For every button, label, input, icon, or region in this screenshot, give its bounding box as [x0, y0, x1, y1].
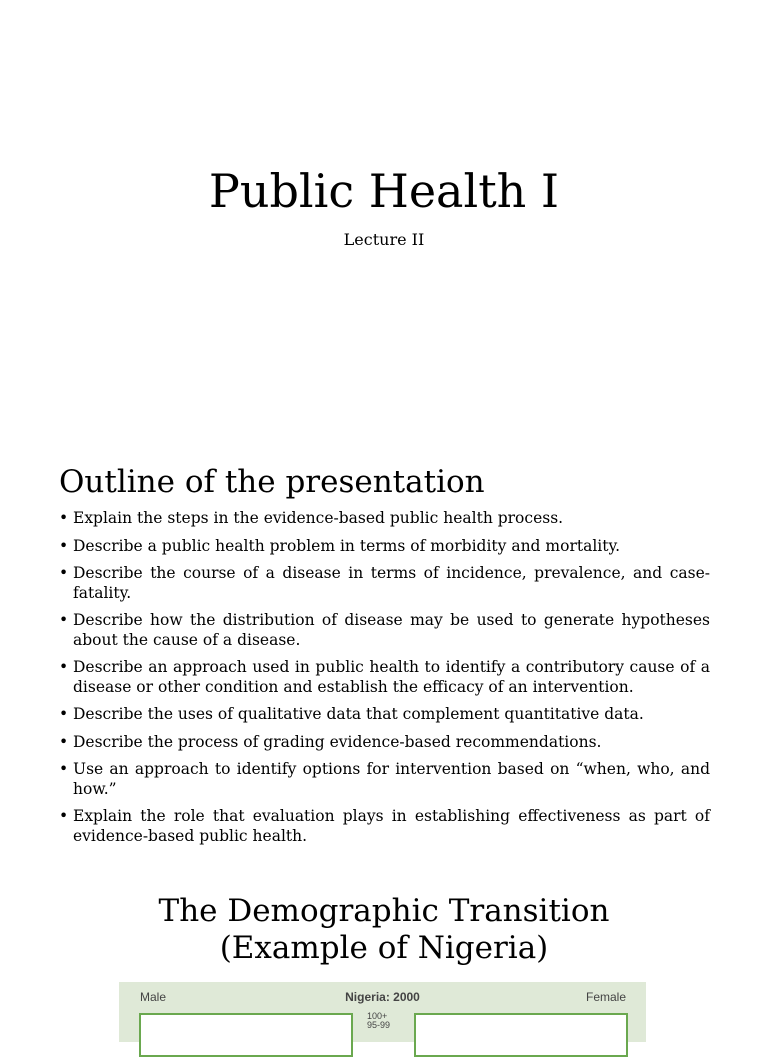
demographic-title	[0, 893, 768, 967]
bullet-icon: •	[59, 705, 69, 723]
bullet-icon: •	[59, 732, 69, 751]
bullet-icon: •	[59, 536, 69, 555]
list-item	[59, 733, 710, 753]
list-item	[59, 564, 710, 603]
list-item	[59, 611, 710, 650]
pyramid-female-panel	[414, 1013, 628, 1057]
list-item-text: Use an approach to identify options for intervention based on “when, who, and how.”	[73, 760, 710, 798]
outline-heading: Outline of the presentation	[59, 464, 485, 500]
slide-subtitle: Lecture II	[343, 230, 425, 249]
list-item	[59, 658, 710, 697]
list-item-text: Explain the steps in the evidence-based public health process.	[73, 509, 564, 527]
bullet-icon: •	[59, 658, 69, 676]
outline-list	[59, 509, 710, 854]
demographic-title-line1: The Demographic Transition	[158, 893, 610, 929]
slide-title: Public Health I	[208, 164, 560, 218]
list-item-text: Describe an approach used in public health to identify a contributory cause of a disease or other condition and establish the efficacy of an intervention.	[73, 658, 710, 696]
bullet-icon: •	[59, 807, 69, 825]
bullet-icon: •	[59, 611, 69, 629]
pyramid-age-label-next: 95-99	[367, 1020, 391, 1030]
bullet-icon: •	[59, 760, 69, 778]
pyramid-age-label-top: 100+	[367, 1011, 388, 1021]
demographic-title-line2: (Example of Nigeria)	[219, 930, 549, 966]
list-item-text: Describe a public health problem in terms of morbidity and mortality.	[73, 536, 621, 555]
pyramid-title: Nigeria: 2000	[345, 990, 420, 1004]
list-item	[59, 705, 710, 725]
pyramid-male-label: Male	[140, 990, 167, 1004]
list-item-text: Describe how the distribution of disease may be used to generate hypotheses about the cause of a disease.	[73, 611, 710, 649]
list-item-text: Describe the uses of qualitative data that complement quantitative data.	[73, 705, 644, 723]
list-item	[59, 537, 710, 557]
bullet-icon: •	[59, 509, 69, 527]
list-item	[59, 760, 710, 799]
list-item-text: Describe the process of grading evidence-based recommendations.	[73, 732, 602, 751]
list-item	[59, 807, 710, 846]
bullet-icon: •	[59, 564, 69, 582]
population-pyramid-figure	[119, 982, 646, 1042]
list-item	[59, 509, 710, 529]
pyramid-male-panel	[139, 1013, 353, 1057]
list-item-text: Explain the role that evaluation plays in establishing effectiveness as part of evidence-based public health.	[73, 807, 710, 845]
list-item-text: Describe the course of a disease in terms of incidence, prevalence, and case-fatality.	[73, 564, 710, 602]
pyramid-female-label: Female	[585, 990, 626, 1004]
